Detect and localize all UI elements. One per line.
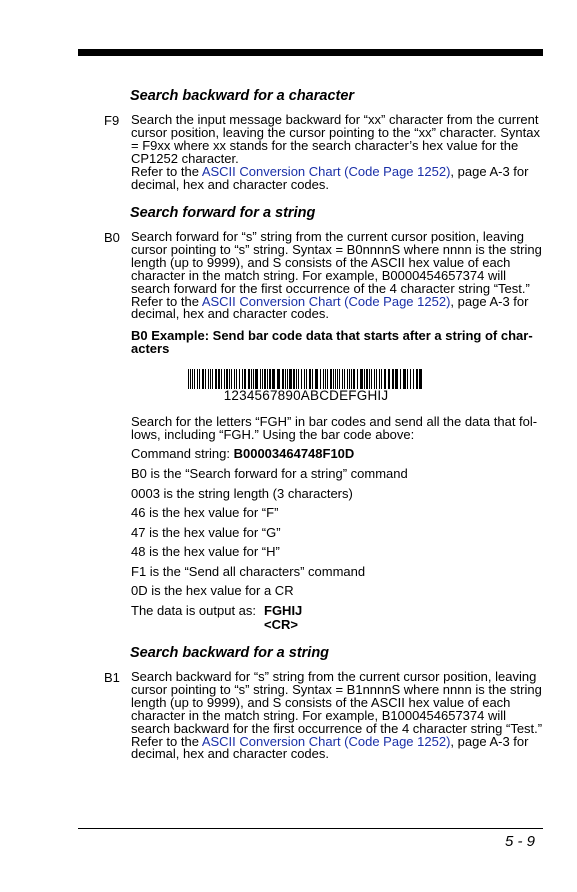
barcode-bar bbox=[272, 369, 275, 389]
barcode-bar bbox=[381, 369, 382, 389]
text-line: decimal, hex and character codes. bbox=[131, 746, 329, 762]
text-line: decimal, hex and character codes. bbox=[131, 306, 329, 322]
barcode-bar bbox=[374, 369, 375, 389]
barcode-bar bbox=[351, 369, 352, 389]
heading-search-backward-character: Search backward for a character bbox=[130, 88, 355, 104]
barcode-bar bbox=[244, 369, 246, 389]
barcode-bar bbox=[416, 369, 418, 389]
barcode-bar bbox=[289, 369, 292, 389]
barcode-bar bbox=[190, 369, 191, 389]
heading-search-backward-string: Search backward for a string bbox=[130, 645, 330, 661]
barcode-bar bbox=[269, 369, 271, 389]
code-b1: B1 bbox=[104, 670, 120, 685]
header-rule bbox=[78, 49, 543, 56]
barcode-bar bbox=[298, 369, 299, 389]
barcode-bar bbox=[285, 369, 286, 389]
barcode-bar bbox=[205, 369, 206, 389]
barcode-bar bbox=[251, 369, 252, 389]
barcode-bar bbox=[403, 369, 406, 389]
barcode-bar bbox=[239, 369, 240, 389]
barcode-bar bbox=[339, 369, 340, 389]
barcode-bar bbox=[212, 369, 213, 389]
ascii-chart-link[interactable]: ASCII Conversion Chart (Code Page 1252) bbox=[201, 163, 451, 179]
b0-example-description: Search for the letters “FGH” in bar codes and send all the data that fol- lows, including “FGH.” Using the bar code above: bbox=[131, 414, 538, 442]
barcode-bar bbox=[312, 369, 313, 389]
barcode-bar bbox=[277, 369, 280, 389]
barcode-bar bbox=[323, 369, 324, 389]
barcode-bar bbox=[364, 369, 365, 389]
barcode-bar bbox=[357, 369, 358, 389]
list-item: 0003 is the string length (3 characters) bbox=[131, 486, 353, 501]
list-item: F1 is the “Send all characters” command bbox=[131, 564, 366, 579]
barcode-bar bbox=[226, 369, 228, 389]
list-item: 0D is the hex value for a CR bbox=[131, 583, 294, 598]
barcode-bar bbox=[224, 369, 225, 389]
barcode-bar bbox=[400, 369, 401, 389]
footer-rule bbox=[78, 828, 543, 829]
barcode-bar bbox=[210, 369, 211, 389]
barcode-bar bbox=[304, 369, 305, 389]
barcode-bar bbox=[262, 369, 263, 389]
ascii-chart-link[interactable]: ASCII Conversion Chart (Code Page 1252) bbox=[201, 733, 451, 749]
list-item: 46 is the hex value for “F” bbox=[131, 505, 279, 520]
b0-description bbox=[131, 231, 546, 321]
text-line: decimal, hex and character codes. bbox=[131, 176, 329, 192]
barcode-bar bbox=[342, 369, 343, 389]
barcode-human-readable: 1234567890ABCDEFGHIJ bbox=[223, 388, 389, 403]
text-line: Search forward for “s” string from the current cursor position, leaving bbox=[131, 229, 525, 244]
barcode-bar bbox=[301, 369, 302, 389]
barcode-bar bbox=[371, 369, 372, 389]
barcode-bar bbox=[337, 369, 338, 389]
barcode-bar bbox=[234, 369, 235, 389]
b0-example-title: B0 Example: Send bar code data that starts after a string of char- acters bbox=[131, 328, 533, 356]
barcode-bar bbox=[325, 369, 326, 389]
barcode-bar bbox=[376, 369, 377, 389]
text-line: Refer to the ASCII Conversion Chart (Code Page 1252), page A-3 for bbox=[131, 163, 529, 179]
barcode-bar bbox=[320, 369, 321, 389]
output-value-line1: FGHIJ bbox=[264, 603, 303, 618]
text-line: length (up to 9999), and S consists of the ASCII hex value of each bbox=[131, 694, 511, 710]
barcode-bar bbox=[366, 369, 368, 389]
barcode-bar bbox=[248, 369, 250, 389]
barcode-bar bbox=[264, 369, 266, 389]
barcode-bar bbox=[384, 369, 386, 389]
barcode-bar bbox=[306, 369, 307, 389]
barcode-bar bbox=[349, 369, 350, 389]
text-line: CP1252 character. bbox=[131, 150, 239, 166]
barcode-bar bbox=[202, 369, 204, 389]
list-item: 48 is the hex value for “H” bbox=[131, 544, 280, 559]
barcode-bar bbox=[267, 369, 268, 389]
heading-search-forward-string: Search forward for a string bbox=[130, 205, 316, 221]
barcode-image bbox=[188, 369, 424, 389]
barcode-bar bbox=[344, 369, 345, 389]
barcode-bar bbox=[242, 369, 243, 389]
barcode-bar bbox=[309, 369, 311, 389]
barcode-bar bbox=[287, 369, 288, 389]
barcode-bar bbox=[229, 369, 230, 389]
command-value: B00003464748F10D bbox=[233, 446, 355, 461]
text-line: Refer to the ASCII Conversion Chart (Code Page 1252), page A-3 for bbox=[131, 733, 529, 749]
barcode-bar bbox=[353, 369, 355, 389]
command-string: Command string: B00003464748F10D bbox=[131, 446, 355, 461]
text-line: search backward for the first occurrence of the 4 character string “Test.” bbox=[131, 720, 543, 736]
text-line: Refer to the ASCII Conversion Chart (Code Page 1252), page A-3 for bbox=[131, 293, 529, 309]
barcode-bar bbox=[255, 369, 258, 389]
code-b0: B0 bbox=[104, 230, 120, 245]
barcode-bar bbox=[231, 369, 232, 389]
text-line: character in the match string. For example, B0000454657374 will bbox=[131, 267, 507, 283]
f9-description bbox=[131, 114, 546, 191]
barcode-bar bbox=[197, 369, 198, 389]
text-line: cursor position, leaving the cursor pointing to the “xx” character. Syntax bbox=[131, 124, 540, 140]
code-f9: F9 bbox=[104, 113, 120, 128]
b1-description bbox=[131, 671, 546, 761]
barcode-bar bbox=[199, 369, 200, 389]
barcode-bar bbox=[419, 369, 422, 389]
barcode-bar bbox=[221, 369, 222, 389]
barcode-bar bbox=[236, 369, 237, 389]
barcode-bar bbox=[293, 369, 295, 389]
output-value-line2: <CR> bbox=[264, 617, 298, 632]
text-line: search forward for the first occurrence of the 4 character string “Test.” bbox=[131, 280, 530, 296]
output-label: The data is output as: bbox=[131, 603, 257, 618]
text-line: character in the match string. For example, B1000454657374 will bbox=[131, 707, 507, 723]
barcode-bar bbox=[218, 369, 220, 389]
barcode-bar bbox=[388, 369, 390, 389]
barcode-bar bbox=[413, 369, 414, 389]
ascii-chart-link[interactable]: ASCII Conversion Chart (Code Page 1252) bbox=[201, 293, 451, 309]
barcode-bar bbox=[192, 369, 193, 389]
barcode-bar bbox=[392, 369, 394, 389]
barcode-bar bbox=[410, 369, 411, 389]
text-line: cursor pointing to “s” string. Syntax = B1nnnnS where nnnn is the string bbox=[131, 681, 542, 697]
barcode-bar bbox=[215, 369, 217, 389]
text-line: Search the input message backward for “xx” character from the current bbox=[131, 112, 539, 127]
text-line: = F9xx where xx stands for the search character’s hex value for the bbox=[131, 137, 519, 153]
barcode-bar bbox=[296, 369, 297, 389]
barcode-bar bbox=[315, 369, 318, 389]
text-line: length (up to 9999), and S consists of the ASCII hex value of each bbox=[131, 254, 511, 270]
list-item: 47 is the hex value for “G” bbox=[131, 525, 281, 540]
page-number: 5 - 9 bbox=[504, 833, 535, 850]
barcode-bar bbox=[379, 369, 380, 389]
barcode-bar bbox=[395, 369, 398, 389]
barcode-bar bbox=[188, 369, 189, 389]
barcode-bar bbox=[253, 369, 254, 389]
barcode-bar bbox=[407, 369, 408, 389]
barcode-bar bbox=[260, 369, 261, 389]
barcode-bar bbox=[327, 369, 328, 389]
barcode-bar bbox=[360, 369, 363, 389]
barcode-bar bbox=[335, 369, 336, 389]
text-line: cursor pointing to “s” string. Syntax = B0nnnnS where nnnn is the string bbox=[131, 241, 542, 257]
text-line: Search backward for “s” string from the current cursor position, leaving bbox=[131, 669, 537, 684]
barcode-bar bbox=[330, 369, 332, 389]
list-item: B0 is the “Search forward for a string” command bbox=[131, 466, 408, 481]
barcode-bar bbox=[369, 369, 370, 389]
barcode-bar bbox=[282, 369, 284, 389]
barcode-bar bbox=[333, 369, 334, 389]
barcode-bar bbox=[194, 369, 195, 389]
barcode-bar bbox=[208, 369, 209, 389]
barcode-bar bbox=[347, 369, 348, 389]
